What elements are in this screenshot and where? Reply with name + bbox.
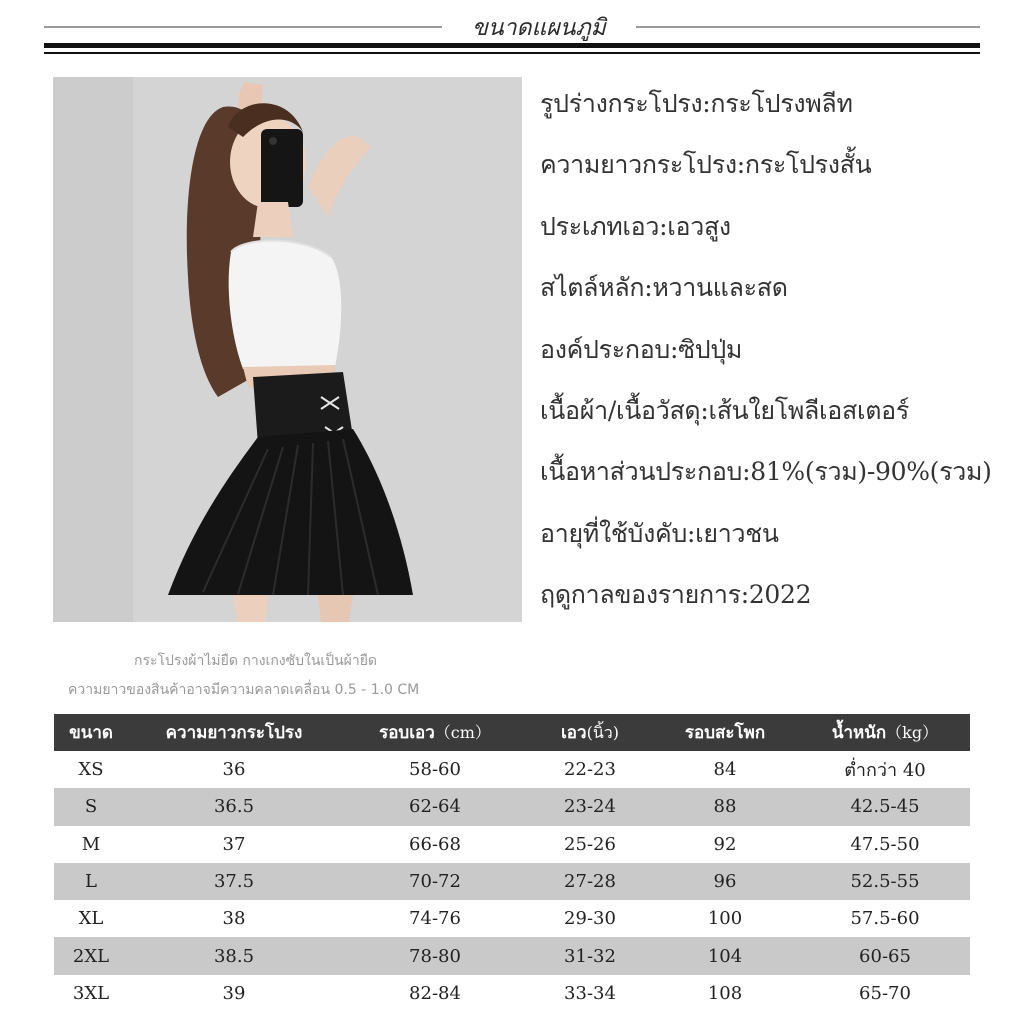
cell-hip: 104	[650, 937, 800, 974]
cell-waist-inch: 27-28	[530, 863, 650, 900]
cell-waist-inch: 25-26	[564, 833, 616, 855]
cell-size: S	[54, 788, 128, 825]
cell-waist-inch: 22-23	[564, 759, 616, 781]
attr-elements: องค์ประกอบ:ซิปปุ่ม	[540, 334, 743, 364]
header-waist-inch: เอว(นิ้ว)	[530, 714, 650, 751]
cell-waist-inch: 29-30	[564, 908, 616, 930]
cell-hip: 100	[707, 908, 743, 930]
cell-hip: 88	[650, 788, 800, 825]
cell-waist-inch: 33-34	[564, 982, 616, 1004]
cell-length: 37.5	[128, 863, 340, 900]
cell-waist-inch: 23-24	[530, 788, 650, 825]
tolerance-note: ความยาวของสินค้าอาจมีความคลาดเคลื่อน 0.5 - 1.0 CM	[68, 682, 420, 698]
attr-waist-type: ประเภทเอว:เอวสูง	[540, 211, 731, 241]
cell-waist-inch: 31-32	[530, 937, 650, 974]
cell-size: M	[81, 833, 101, 855]
cell-weight: 57.5-60	[850, 908, 920, 930]
attr-skirt-shape: รูปร่างกระโปรง:กระโปรงพลีท	[540, 89, 853, 118]
cell-hip: 96	[650, 863, 800, 900]
cell-weight: 60-65	[800, 937, 970, 974]
header-rule-right	[636, 26, 980, 28]
model-illustration	[53, 77, 522, 622]
attr-season: ฤดูกาลของรายการ:2022	[540, 580, 812, 610]
cell-hip: 92	[713, 833, 737, 855]
header-weight: น้ำหนัก（kg）	[800, 714, 970, 751]
page-title: ขนาดแผนภูมิ	[472, 15, 606, 41]
cell-length: 37	[222, 833, 246, 855]
cell-weight: 47.5-50	[850, 833, 920, 855]
attr-skirt-length: ความยาวกระโปรง:กระโปรงสั้น	[540, 150, 872, 180]
attr-composition: เนื้อหาส่วนประกอบ:81%(รวม)-90%(รวม)	[540, 457, 992, 487]
cell-waist-cm: 70-72	[340, 863, 530, 900]
table-row	[54, 751, 970, 788]
cell-size: XL	[78, 908, 104, 930]
cell-weight: 52.5-55	[800, 863, 970, 900]
cell-size: 3XL	[72, 982, 110, 1004]
table-row	[54, 937, 970, 974]
cell-length: 38	[222, 908, 246, 930]
product-photo	[53, 77, 522, 622]
table-row	[54, 826, 970, 863]
cell-size: L	[54, 863, 128, 900]
cell-waist-cm: 62-64	[340, 788, 530, 825]
cell-size: 2XL	[54, 937, 128, 974]
cell-weight: ต่ำกว่า 40	[844, 760, 926, 782]
table-header-row	[54, 714, 970, 751]
cell-weight: 42.5-45	[800, 788, 970, 825]
attr-fabric: เนื้อผ้า/เนื้อวัสดุ:เส้นใยโพลีเอสเตอร์	[540, 395, 909, 425]
size-chart-table	[54, 714, 970, 1012]
header-skirt-length: ความยาวกระโปรง	[128, 714, 340, 751]
header-hip: รอบสะโพก	[650, 714, 800, 751]
cell-weight: 65-70	[859, 982, 911, 1004]
cell-length: 36.5	[128, 788, 340, 825]
cell-length: 39	[222, 982, 246, 1004]
attr-main-style: สไตล์หลัก:หวานและสด	[540, 273, 788, 303]
header-waist-cm: รอบเอว（cm）	[340, 714, 530, 751]
cell-size: XS	[78, 759, 104, 781]
table-row	[54, 900, 970, 937]
table-row	[54, 788, 970, 825]
header-divider-thick	[44, 43, 980, 48]
cell-waist-cm: 58-60	[409, 759, 461, 781]
header-rule-left	[44, 26, 442, 28]
header-size: ขนาด	[54, 714, 128, 751]
header-divider-thin	[44, 52, 980, 54]
cell-length: 36	[222, 759, 246, 781]
fabric-note: กระโปรงผ้าไม่ยืด กางเกงซับในเป็นผ้ายืด	[134, 653, 378, 669]
attr-age-group: อายุที่ใช้บังคับ:เยาวชน	[540, 518, 779, 548]
cell-hip: 108	[707, 982, 743, 1004]
product-attributes	[540, 78, 1000, 631]
cell-waist-cm: 78-80	[340, 937, 530, 974]
cell-length: 38.5	[128, 937, 340, 974]
cell-hip: 84	[713, 759, 737, 781]
table-row	[54, 863, 970, 900]
table-row	[54, 975, 970, 1012]
cell-waist-cm: 66-68	[409, 833, 461, 855]
cell-waist-cm: 74-76	[409, 908, 461, 930]
cell-waist-cm: 82-84	[409, 982, 461, 1004]
